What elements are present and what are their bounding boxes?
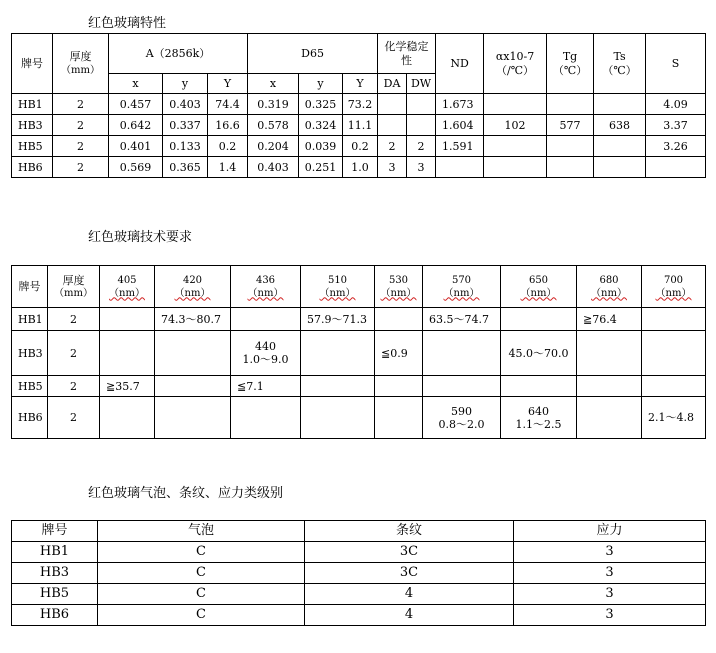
value-cell (646, 157, 706, 178)
section1-title: 红色玻璃特性 (88, 16, 167, 31)
value-cell (642, 376, 706, 397)
thickness-cell: 2 (48, 331, 100, 376)
value-line: 57.9～71.3 (307, 312, 367, 326)
grade-cell: HB3 (12, 331, 48, 376)
sub-header: x (109, 74, 163, 94)
value-cell: 0.319 (248, 94, 299, 115)
value-cell: 0.133 (163, 136, 208, 157)
technical-requirements-table (11, 265, 706, 439)
wavelength-header (301, 266, 375, 308)
header-stress: 应力 (514, 521, 706, 542)
header-grade: 牌号 (12, 521, 98, 542)
table-row (12, 136, 706, 157)
nm-unit: （nm） (319, 287, 356, 299)
table-row (12, 115, 706, 136)
value-cell: 0.578 (248, 115, 299, 136)
value-cell (547, 136, 594, 157)
value-cell (407, 94, 436, 115)
value-cell (301, 331, 375, 376)
value-cell (100, 397, 155, 439)
nm-unit: （nm） (109, 287, 145, 299)
value-cell: 2 (53, 115, 109, 136)
value-cell: 4 (305, 605, 514, 626)
value-cell: 2 (378, 136, 407, 157)
value-cell (231, 331, 301, 376)
value-cell: 0.325 (299, 94, 343, 115)
value-cell: 4.09 (646, 94, 706, 115)
grade-cell: HB6 (12, 605, 98, 626)
value-cell (594, 94, 646, 115)
header-striae: 条纹 (305, 521, 514, 542)
value-cell: 73.2 (343, 94, 378, 115)
value-line: 590 (451, 404, 472, 418)
value-cell (594, 157, 646, 178)
value-cell (423, 397, 501, 439)
value-cell: 0.457 (109, 94, 163, 115)
value-cell (375, 397, 423, 439)
value-cell: 74.4 (208, 94, 248, 115)
alpha-unit: （/℃） (496, 63, 535, 77)
section3-title: 红色玻璃气泡、条纹、应力类级别 (88, 486, 284, 501)
value-line: ≦0.9 (381, 346, 408, 360)
alpha-label: αx10-7 (495, 49, 535, 63)
value-cell: 2 (53, 157, 109, 178)
nm-unit: （nm） (380, 287, 417, 299)
value-cell (155, 308, 231, 331)
nm-unit: （nm） (655, 287, 692, 299)
sub-header: x (248, 74, 299, 94)
value-cell: 0.365 (163, 157, 208, 178)
wavelength-label: 650 (528, 274, 549, 286)
value-cell: 0.569 (109, 157, 163, 178)
thickness-unit: （mm） (54, 287, 93, 299)
value-cell: 577 (547, 115, 594, 136)
header-bubbles: 气泡 (98, 521, 305, 542)
value-cell: 0.642 (109, 115, 163, 136)
value-line: ≧76.4 (583, 312, 617, 326)
value-cell: 0.403 (163, 94, 208, 115)
table-row (12, 397, 706, 439)
table-row (12, 94, 706, 115)
grade-cell: HB6 (12, 397, 48, 439)
ts-label: Ts (613, 49, 626, 63)
thickness-cell: 2 (48, 376, 100, 397)
grade-header: 牌号 (12, 34, 53, 94)
value-cell (577, 308, 642, 331)
value-cell (378, 94, 407, 115)
value-cell (642, 397, 706, 439)
thickness-header (48, 266, 100, 308)
value-line: ≧35.7 (106, 379, 140, 393)
value-cell (484, 136, 547, 157)
grade-cell: HB5 (12, 376, 48, 397)
value-cell (375, 331, 423, 376)
value-cell (642, 308, 706, 331)
value-cell: 3C (305, 563, 514, 584)
ts-unit: （℃） (602, 63, 637, 77)
value-cell (423, 376, 501, 397)
value-cell (100, 308, 155, 331)
nm-unit: （nm） (247, 287, 284, 299)
nm-unit: （nm） (520, 287, 557, 299)
tg-label: Tg (562, 49, 578, 63)
thickness-label: 厚度 (62, 273, 85, 287)
thickness-header (53, 34, 109, 94)
value-cell: 0.039 (299, 136, 343, 157)
wavelength-header (501, 266, 577, 308)
value-cell: C (98, 584, 305, 605)
tg-header (547, 34, 594, 94)
value-cell: 3 (514, 605, 706, 626)
wavelength-label: 510 (327, 274, 348, 286)
grade-cell: HB5 (12, 584, 98, 605)
value-cell (155, 331, 231, 376)
section2-title: 红色玻璃技术要求 (88, 230, 193, 245)
grade-cell: HB5 (12, 136, 53, 157)
d65-header: D65 (248, 34, 378, 74)
wavelength-header (375, 266, 423, 308)
value-cell (642, 331, 706, 376)
illuminant-a-header: A（2856k） (109, 34, 248, 74)
wavelength-label: 530 (388, 274, 409, 286)
value-cell: 3C (305, 542, 514, 563)
value-cell (577, 397, 642, 439)
value-line: 2.1～4.8 (648, 411, 694, 424)
wavelength-label: 420 (182, 274, 203, 286)
table-row (12, 376, 706, 397)
value-cell (378, 115, 407, 136)
sub-header: DW (407, 74, 436, 94)
value-cell (155, 397, 231, 439)
nm-unit: （nm） (591, 287, 627, 299)
table-row (12, 563, 706, 584)
value-cell (155, 376, 231, 397)
wavelength-label: 700 (663, 274, 684, 286)
value-cell (501, 331, 577, 376)
value-line: 45.0～70.0 (508, 346, 569, 360)
wavelength-header (231, 266, 301, 308)
nm-unit: （nm） (174, 287, 211, 299)
table-row (12, 331, 706, 376)
value-line: 1.0～9.0 (242, 353, 289, 366)
table-row (12, 605, 706, 626)
grade-header: 牌号 (12, 266, 48, 308)
wavelength-label: 570 (451, 274, 472, 286)
value-cell: 11.1 (343, 115, 378, 136)
chem-stability-header: 化学稳定性 (378, 34, 436, 74)
value-cell: 1.673 (436, 94, 484, 115)
value-cell: 3 (378, 157, 407, 178)
sub-header: y (163, 74, 208, 94)
alpha-header (484, 34, 547, 94)
thickness-cell: 2 (48, 397, 100, 439)
value-cell: 102 (484, 115, 547, 136)
defect-grade-table (11, 520, 706, 626)
grade-cell: HB6 (12, 157, 53, 178)
value-cell: 0.403 (248, 157, 299, 178)
value-line: 440 (255, 340, 276, 353)
value-line: 1.1～2.5 (515, 417, 562, 431)
value-cell (301, 397, 375, 439)
value-cell (407, 115, 436, 136)
wavelength-header (423, 266, 501, 308)
thickness-label: 厚度 (69, 49, 92, 63)
grade-cell: HB3 (12, 563, 98, 584)
value-cell: 2 (407, 136, 436, 157)
wavelength-header (100, 266, 155, 308)
value-cell (547, 157, 594, 178)
value-cell: 1.591 (436, 136, 484, 157)
value-cell: 0.251 (299, 157, 343, 178)
value-cell: 0.2 (343, 136, 378, 157)
value-cell: 1.4 (208, 157, 248, 178)
value-cell: 1.604 (436, 115, 484, 136)
tg-unit: （℃） (552, 63, 588, 77)
thickness-unit: （mm） (61, 64, 100, 76)
sub-header: DA (378, 74, 407, 94)
value-cell (547, 94, 594, 115)
value-cell (501, 308, 577, 331)
value-cell (423, 308, 501, 331)
table-row (12, 542, 706, 563)
s-header: S (646, 34, 706, 94)
value-line: 640 (528, 404, 549, 418)
value-cell (423, 331, 501, 376)
value-cell (375, 308, 423, 331)
wavelength-header (577, 266, 642, 308)
thickness-cell: 2 (48, 308, 100, 331)
table-row (12, 308, 706, 331)
nd-header: ND (436, 34, 484, 94)
value-cell: 0.337 (163, 115, 208, 136)
grade-cell: HB1 (12, 308, 48, 331)
value-cell (301, 308, 375, 331)
wavelength-header (642, 266, 706, 308)
value-cell: 0.324 (299, 115, 343, 136)
value-cell (231, 397, 301, 439)
grade-cell: HB1 (12, 94, 53, 115)
value-line: 63.5～74.7 (429, 312, 489, 326)
value-cell: 4 (305, 584, 514, 605)
wavelength-label: 405 (117, 274, 137, 286)
value-cell (594, 136, 646, 157)
value-cell: 2 (53, 136, 109, 157)
value-cell: 1.0 (343, 157, 378, 178)
value-cell: 3.26 (646, 136, 706, 157)
value-cell (375, 376, 423, 397)
value-cell (484, 157, 547, 178)
grade-cell: HB1 (12, 542, 98, 563)
value-cell: 16.6 (208, 115, 248, 136)
value-cell: 0.401 (109, 136, 163, 157)
wavelength-label: 680 (599, 274, 619, 286)
sub-header: Y (343, 74, 378, 94)
value-cell (501, 397, 577, 439)
table-row (12, 584, 706, 605)
value-cell (100, 331, 155, 376)
value-cell (100, 376, 155, 397)
value-cell: 0.204 (248, 136, 299, 157)
value-cell: 3 (514, 542, 706, 563)
value-cell: C (98, 605, 305, 626)
value-cell (436, 157, 484, 178)
value-line: 0.8～2.0 (438, 417, 485, 431)
value-cell: 3 (514, 584, 706, 605)
value-cell: C (98, 563, 305, 584)
value-cell: 3 (514, 563, 706, 584)
wavelength-label: 436 (255, 274, 276, 286)
value-cell: 3.37 (646, 115, 706, 136)
sub-header: Y (208, 74, 248, 94)
grade-cell: HB3 (12, 115, 53, 136)
value-cell (577, 331, 642, 376)
ts-header (594, 34, 646, 94)
value-cell (301, 376, 375, 397)
value-cell (501, 376, 577, 397)
value-line: ≦7.1 (237, 379, 264, 393)
value-cell (231, 376, 301, 397)
value-line: 74.3～80.7 (161, 312, 221, 326)
glass-properties-table (11, 33, 706, 178)
sub-header: y (299, 74, 343, 94)
value-cell (231, 308, 301, 331)
value-cell: 2 (53, 94, 109, 115)
nm-unit: （nm） (443, 287, 480, 299)
value-cell (484, 94, 547, 115)
wavelength-header (155, 266, 231, 308)
value-cell: C (98, 542, 305, 563)
value-cell: 3 (407, 157, 436, 178)
table-row (12, 157, 706, 178)
value-cell: 0.2 (208, 136, 248, 157)
value-cell (577, 376, 642, 397)
value-cell: 638 (594, 115, 646, 136)
